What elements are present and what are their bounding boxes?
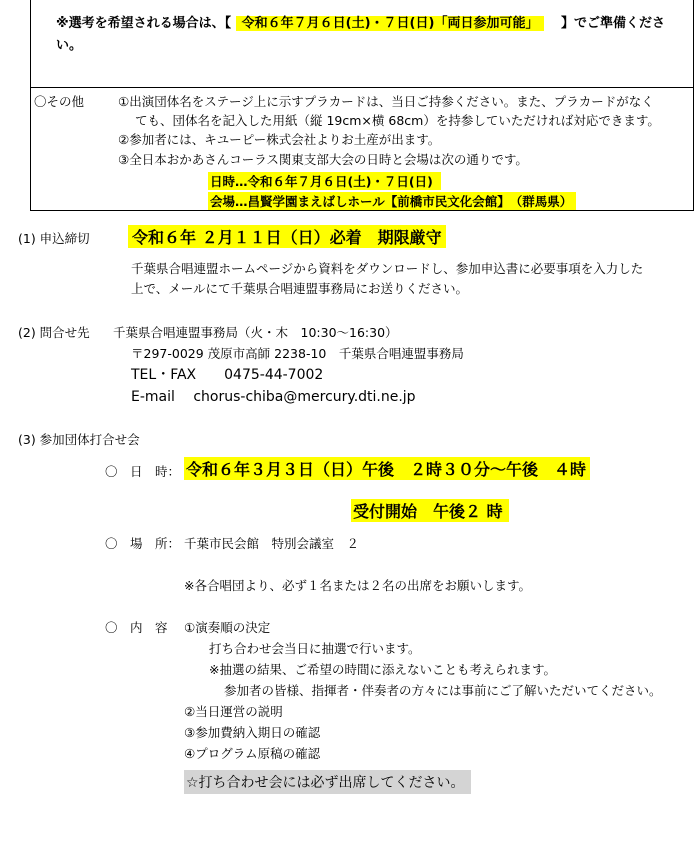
regional-contest-date: 日時…令和６年７月６日(土)・７日(日) — [208, 172, 441, 190]
meeting-datetime-label: 〇 日 時： — [105, 464, 181, 479]
meeting-place-value: 千葉市民会館 特別会議室 ２ — [184, 536, 360, 551]
content-item-draw-consent: 参加者の皆様、指揮者・伴奏者の方々には事前にご了解いただいてください。 — [224, 683, 662, 698]
selection-note-highlight: 令和６年７月６日(土)・７日(日)「両日参加可能」 — [236, 16, 545, 31]
deadline-value: 令和６年 ２月１１日（日）必着 期限厳守 — [128, 225, 446, 248]
contact-address: 〒297-0029 茂原市高師 2238-10 千葉県合唱連盟事務局 — [131, 346, 464, 361]
other-item1-line2: ても、団体名を記入した用紙（縦 19cm×横 68cm）を持参していただければ対応できます。 — [135, 113, 660, 128]
content-item-operations: ②当日運営の説明 — [184, 704, 283, 719]
selection-note-line2: い。 — [56, 38, 83, 53]
content-item-draw-note: ※抽選の結果、ご希望の時間に添えないことも考えられます。 — [209, 662, 556, 677]
meeting-place-note: ※各合唱団より、必ず１名または２名の出席をお願いします。 — [184, 578, 531, 593]
selection-note-prefix: ※選考を希望される場合は、【 — [56, 16, 232, 31]
other-item2: ②参加者には、キユーピー株式会社よりお土産が出ます。 — [118, 132, 441, 147]
deadline-desc-line1: 千葉県合唱連盟ホームページから資料をダウンロードし、参加申込書に必要事項を入力した — [131, 261, 644, 276]
meeting-place-label: 〇 場 所： — [105, 536, 181, 551]
meeting-label: (3) 参加団体打合せ会 — [18, 432, 140, 447]
content-item-draw: ①演奏順の決定 — [184, 620, 271, 635]
attendance-notice: ☆打ち合わせ会には必ず出席してください。 — [184, 770, 471, 794]
contact-email[interactable]: E-mail chorus-chiba@mercury.dti.ne.jp — [131, 389, 416, 405]
contact-org: 千葉県合唱連盟事務局（火・木 10:30～16:30） — [113, 325, 398, 340]
meeting-datetime-value: 令和６年３月３日（日）午後 ２時３０分～午後 ４時 — [184, 457, 590, 480]
content-item-program: ④プログラム原稿の確認 — [184, 746, 321, 761]
content-item-draw-detail: 打ち合わせ会当日に抽選で行います。 — [209, 641, 421, 656]
contact-tel: TEL・FAX 0475‐44‐7002 — [131, 367, 324, 383]
deadline-label: (1) 申込締切 — [18, 231, 90, 246]
selection-note-suffix: 】でご準備くださ — [560, 16, 665, 31]
deadline-desc-line2: 上で、メールにて千葉県合唱連盟事務局にお送りください。 — [131, 281, 469, 296]
contact-label: (2) 問合せ先 — [18, 325, 90, 340]
meeting-reception-time: 受付開始 午後２ 時 — [351, 499, 509, 522]
other-item1-line1: ①出演団体名をステージ上に示すプラカードは、当日ご持参ください。また、プラカードがなく — [118, 94, 654, 109]
other-item3: ③全日本おかあさんコーラス関東支部大会の日時と会場は次の通りです。 — [118, 152, 528, 167]
content-item-fee-date: ③参加費納入期日の確認 — [184, 725, 321, 740]
selection-note-line1 — [56, 12, 665, 31]
meeting-content-label: 〇 内 容 — [105, 620, 168, 635]
other-label: 〇その他 — [34, 94, 85, 109]
regional-contest-venue: 会場…昌賢学園まえばしホール【前橋市民文化会館】 （群馬県） — [208, 192, 576, 210]
